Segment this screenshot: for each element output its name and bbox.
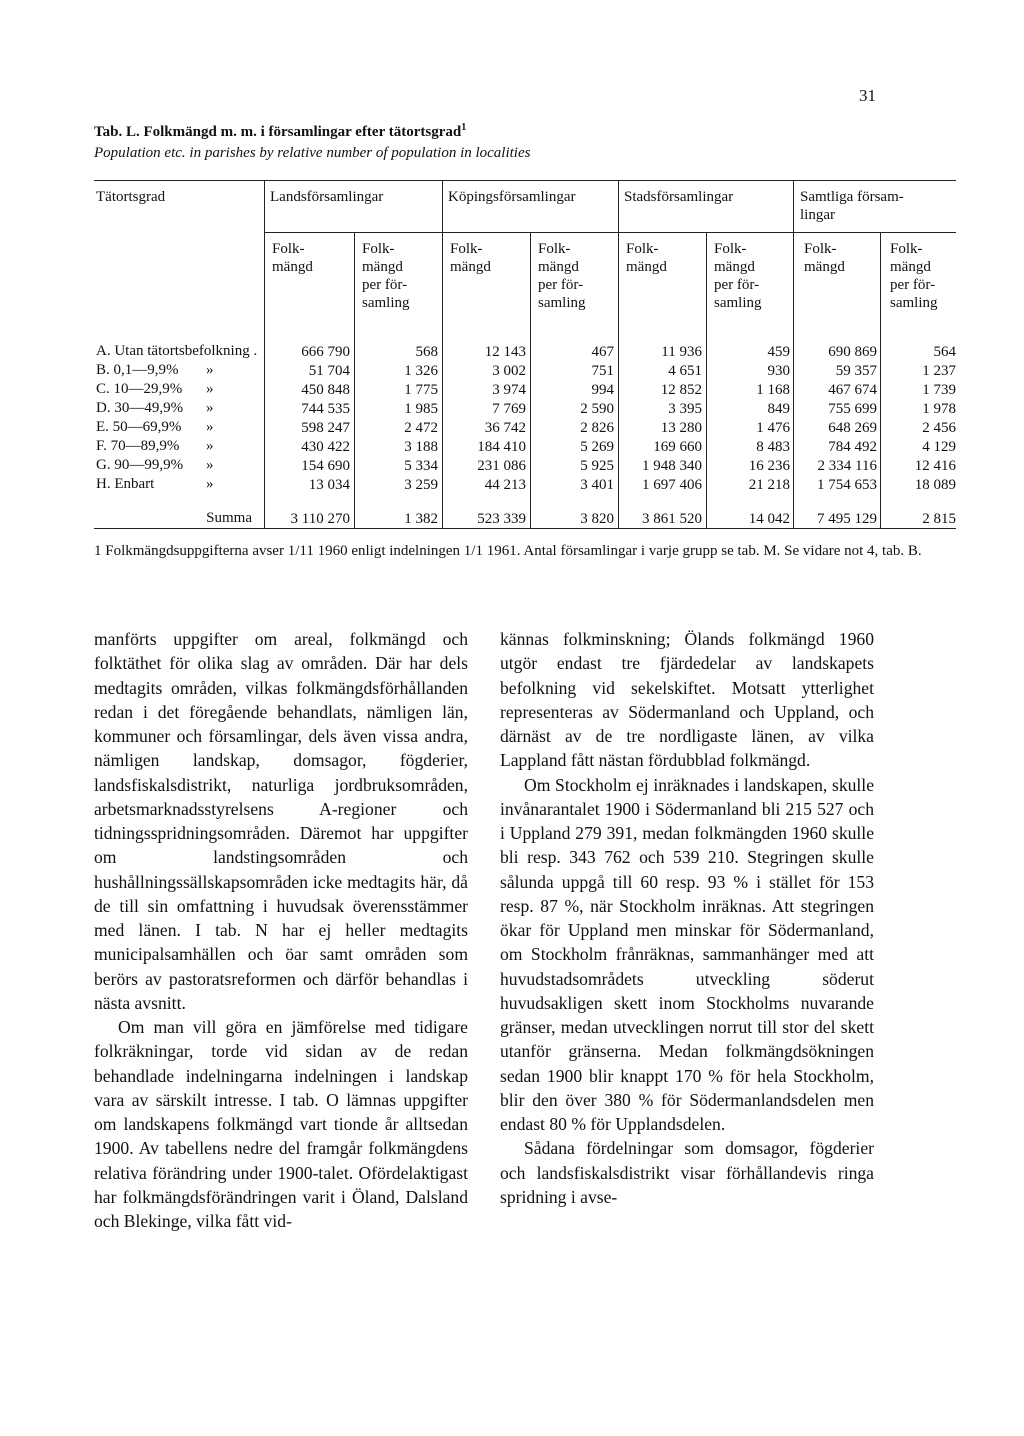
row-ditto-mark: » [206, 476, 214, 492]
table-cell: 4 651 [668, 363, 702, 379]
table-cell: 4 129 [922, 439, 956, 455]
table-cell: 5 269 [580, 439, 614, 455]
row-ditto-mark: » [206, 381, 214, 397]
table-cell: 36 742 [484, 420, 526, 436]
subheader-per-forsamling: Folk- mängd per för- samling [714, 241, 762, 311]
summa-cell: 3 861 520 [642, 511, 702, 527]
table-cell: 666 790 [301, 344, 350, 360]
table-cell: 7 769 [492, 401, 526, 417]
table-cell: 2 456 [922, 420, 956, 436]
col-divider [354, 232, 355, 528]
subheader-folkmangd: Folk- mängd [626, 241, 667, 275]
subheader-per-forsamling: Folk- mängd per för- samling [890, 241, 938, 311]
table-cell: 2 826 [580, 420, 614, 436]
summa-cell: 523 339 [477, 511, 526, 527]
table-cell: 2 334 116 [817, 458, 877, 474]
table-cell: 1 168 [756, 382, 790, 398]
subheader-per-forsamling: Folk- mängd per för- samling [362, 241, 410, 311]
table-cell: 430 422 [301, 439, 350, 455]
table-cell: 1 775 [404, 382, 438, 398]
table-cell: 231 086 [477, 458, 526, 474]
table-cell: 755 699 [828, 401, 877, 417]
row-label: E. 50—69,9% [96, 419, 182, 435]
table-cell: 3 188 [404, 439, 438, 455]
table-cell: 3 259 [404, 477, 438, 493]
group-header-kopings: Köpingsförsamlingar [448, 189, 576, 205]
table-cell: 467 674 [828, 382, 877, 398]
table-cell: 564 [933, 344, 956, 360]
col-divider [880, 232, 881, 528]
table-cell: 1 754 653 [817, 477, 877, 493]
body-paragraph: Sådana fördelningar som domsagor, fögderier och landsfiskalsdistrikt visar förhållandevis ringa spridning i avse- [500, 1138, 874, 1207]
table-cell: 568 [415, 344, 438, 360]
table-cell: 1 978 [922, 401, 956, 417]
body-column-right [500, 627, 874, 1209]
table-cell: 5 334 [404, 458, 438, 474]
group-header-lands: Landsförsamlingar [270, 189, 384, 205]
table-title-text: Tab. L. Folkmängd m. m. i församlingar efter tätortsgrad [94, 124, 462, 140]
col-divider [793, 180, 794, 528]
table-cell: 13 034 [308, 477, 350, 493]
table-cell: 8 483 [756, 439, 790, 455]
row-ditto-mark: » [206, 457, 214, 473]
summa-cell: 7 495 129 [817, 511, 877, 527]
table-cell: 930 [767, 363, 790, 379]
group-header-stads: Stadsförsamlingar [624, 189, 734, 205]
table-cell: 16 236 [748, 458, 790, 474]
table-cell: 154 690 [301, 458, 350, 474]
subheader-rule [264, 232, 956, 233]
summa-cell: 14 042 [748, 511, 790, 527]
subheader-folkmangd: Folk- mängd [450, 241, 491, 275]
summa-cell: 3 110 270 [290, 511, 350, 527]
table-cell: 12 143 [484, 344, 526, 360]
table-cell: 784 492 [828, 439, 877, 455]
table-cell: 1 985 [404, 401, 438, 417]
table-cell: 1 326 [404, 363, 438, 379]
table-cell: 1 739 [922, 382, 956, 398]
row-ditto-mark: » [206, 419, 214, 435]
body-column-left [94, 627, 468, 1233]
table-cell: 1 476 [756, 420, 790, 436]
group-header-samtliga: Samtliga försam- lingar [800, 189, 904, 223]
body-paragraph: Om Stockholm ej inräknades i landskapen, skulle invånarantalet 1900 i Södermanland bli 215 527 och i Uppland 279 391, medan folkmängden 1960 skulle bli resp. 343 762 och 539 210. Stegringen skulle sålunda uppgå till 60 resp. 93 % i stället för 153 resp. 87 %, när Stockholm inräknas. Att stegringen ökar för Uppland men minskar för Södermanland, om Stockholm frånräknas, sammanhänger med att huvudstadsområdets utveckling söderut huvudsakligen skett inom Stockholms nuvarande gränser, medan utvecklingen norrut till stor del skett utanför gränserna. Medan folkmängdsökningen sedan 1900 blir knappt 170 % för hela Stockholm, blir den över 380 % för Södermanlandsdelen men endast 80 % för Upplandsdelen. [500, 774, 874, 1134]
table-cell: 849 [767, 401, 790, 417]
table-cell: 13 280 [660, 420, 702, 436]
table-cell: 450 848 [301, 382, 350, 398]
row-label: H. Enbart [96, 476, 155, 492]
subheader-folkmangd: Folk- mängd [804, 241, 845, 275]
subheader-folkmangd: Folk- mängd [272, 241, 313, 275]
col-divider [706, 232, 707, 528]
row-label: F. 70—89,9% [96, 438, 180, 454]
table-cell: 11 936 [661, 344, 702, 360]
table-cell: 648 269 [828, 420, 877, 436]
table-cell: 59 357 [835, 363, 877, 379]
table-cell: 751 [591, 363, 614, 379]
table-cell: 12 852 [660, 382, 702, 398]
table-cell: 1 237 [922, 363, 956, 379]
row-label: C. 10—29,9% [96, 381, 183, 397]
row-ditto-mark: » [206, 400, 214, 416]
summa-label: Summa [206, 510, 252, 526]
summa-cell: 1 382 [404, 511, 438, 527]
table-cell: 2 590 [580, 401, 614, 417]
table-cell: 2 472 [404, 420, 438, 436]
table-top-rule [94, 180, 956, 181]
page-number: 31 [859, 86, 876, 105]
body-paragraph: kännas folkminskning; Ölands folkmängd 1960 utgör endast tre fjärdedelar av landskapets befolkning vid sekelskiftet. Motsatt ytterlighet representeras av Södermanland och Uppland, och därnäst av de tre nordligaste länen, av vilka Lappland fått nästan fördubblad folkmängd. [500, 629, 874, 771]
table-cell: 1 697 406 [642, 477, 702, 493]
table-cell: 3 401 [580, 477, 614, 493]
corner-header: Tätortsgrad [96, 189, 166, 205]
table-cell: 169 660 [653, 439, 702, 455]
table-cell: 598 247 [301, 420, 350, 436]
table-cell: 459 [767, 344, 790, 360]
table-cell: 3 974 [492, 382, 526, 398]
table-cell: 1 948 340 [642, 458, 702, 474]
table-cell: 3 002 [492, 363, 526, 379]
table-subtitle: Population etc. in parishes by relative number of population in localities [94, 145, 531, 161]
table-cell: 18 089 [914, 477, 956, 493]
table-cell: 994 [591, 382, 614, 398]
table-cell: 12 416 [914, 458, 956, 474]
table-cell: 690 869 [828, 344, 877, 360]
table-title [94, 124, 466, 141]
subheader-per-forsamling: Folk- mängd per för- samling [538, 241, 586, 311]
col-divider [530, 232, 531, 528]
table-cell: 744 535 [301, 401, 350, 417]
table-cell: 3 395 [668, 401, 702, 417]
table-title-footnote-mark: 1 [461, 122, 467, 133]
table-cell: 467 [591, 344, 614, 360]
row-label: D. 30—49,9% [96, 400, 184, 416]
table-cell: 184 410 [477, 439, 526, 455]
table-cell: 51 704 [308, 363, 350, 379]
col-divider [264, 180, 265, 528]
row-label: B. 0,1—9,9% [96, 362, 179, 378]
row-ditto-mark: » [206, 438, 214, 454]
table-cell: 21 218 [748, 477, 790, 493]
summa-cell: 2 815 [922, 511, 956, 527]
row-label: G. 90—99,9% [96, 457, 184, 473]
table-cell: 5 925 [580, 458, 614, 474]
row-ditto-mark: » [206, 362, 214, 378]
summa-cell: 3 820 [580, 511, 614, 527]
row-label: A. Utan tätortsbefolkning . [96, 343, 258, 359]
table-cell: 44 213 [484, 477, 526, 493]
table-footnote: 1 Folkmängdsuppgifterna avser 1/11 1960 enligt indelningen 1/1 1961. Antal församlingar i varje grupp se tab. M. Se vidare not 4, tab. B. [94, 543, 922, 559]
body-paragraph: Om man vill göra en jämförelse med tidigare folkräkningar, torde vid sidan av de redan behandlade indelningarna indelningen i landskap vara av särskilt intresse. I tab. O lämnas uppgifter om landskapens folkmängd vart tionde år alltsedan 1900. Av tabellens nedre del framgår folkmängdens relativa förändring under 1900-talet. Ofördelaktigast har folkmängdsförändringen varit i Öland, Dalsland och Blekinge, vilka fått vid- [94, 1017, 468, 1231]
body-paragraph: manförts uppgifter om areal, folkmängd och folktäthet för olika slag av områden. Där har dels medtagits områden, vilkas folkmängdsförhållanden redan i det föregående behandlats, nämligen län, kommuner och församlingar, dels även vissa andra, nämligen landskap, domsagor, fögderier, landsfiskalsdistrikt, naturliga jordbruksområden, arbetsmarknadsstyrelsens A-regioner och tidningsspridningsområden. Däremot har uppgifter om landstingsområden och hushållningssällskapsområden icke medtagits här, då de till sin omfattning i huvudsak överensstämmer med länen. I tab. N har ej heller medtagits municipalsamhällen och öar samt områden som berörs av pastoratsreformen och därför behandlas i nästa avsnitt. [94, 629, 468, 1013]
